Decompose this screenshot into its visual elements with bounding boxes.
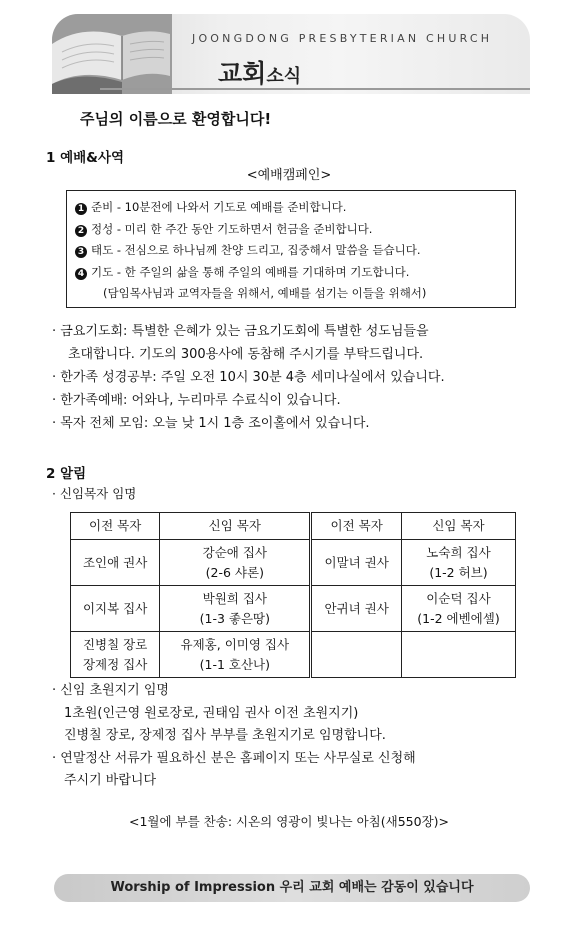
campaign-box <box>66 190 516 308</box>
note-item-continued: 1초원(인근영 원로장로, 권태임 권사 이전 초원지기) <box>64 705 359 721</box>
cell-line: (1-1 호산나) <box>199 656 270 672</box>
table-header-row <box>71 513 516 540</box>
table-cell <box>71 586 160 632</box>
table-cell <box>160 632 311 678</box>
notice-notes <box>52 680 542 793</box>
campaign-item-text: 태도 - 전심으로 하나님께 찬양 드리고, 집중해서 말씀을 듣습니다. <box>91 243 421 257</box>
cell-line: 유제홍, 이미영 집사 <box>180 636 290 652</box>
table-row <box>71 586 516 632</box>
campaign-item <box>75 197 509 219</box>
open-bible-image <box>52 14 172 94</box>
welcome-heading: 주님의 이름으로 환영합니다! <box>80 110 272 128</box>
campaign-item-text: 준비 - 10분전에 나와서 기도로 예배를 준비합니다. <box>91 200 347 214</box>
cell-line: 조인애 권사 <box>82 554 148 570</box>
cell-line: (1-2 에벤에셀) <box>417 610 500 626</box>
number-badge-icon: 4 <box>75 268 87 280</box>
bullet-item: · 금요기도회: 특별한 은혜가 있는 금요기도회에 특별한 성도님들을 <box>52 324 429 339</box>
header-divider <box>100 88 530 90</box>
table-cell <box>401 586 515 632</box>
column-header: 신임 목자 <box>401 513 515 540</box>
table-cell <box>160 586 311 632</box>
table-cell <box>311 586 402 632</box>
table-cell <box>160 540 311 586</box>
note-item-continued: 주시기 바랍니다 <box>64 773 157 788</box>
newsletter-header <box>52 14 530 94</box>
section-worship-title: 1 예배&사역 <box>46 150 125 166</box>
worship-bullets <box>52 320 542 435</box>
table-cell <box>71 632 160 678</box>
table-cell <box>401 540 515 586</box>
page-title <box>218 54 301 90</box>
bullet-item: · 한가족 성경공부: 주일 오전 10시 30분 4층 세미나실에서 있습니다. <box>52 370 445 385</box>
cell-line: 장제정 집사 <box>82 656 148 672</box>
cell-line: 이말녀 권사 <box>324 554 389 570</box>
new-shepherd-heading: · 신임목자 임명 <box>52 486 137 501</box>
table-cell <box>311 632 402 678</box>
section-notice-title: 2 알림 <box>46 466 87 482</box>
number-badge-icon: 2 <box>75 225 87 237</box>
campaign-item <box>75 240 509 262</box>
bullet-item: · 목자 전체 모임: 오늘 낮 1시 1층 조이홀에서 있습니다. <box>52 416 370 431</box>
cell-line: 노숙희 집사 <box>426 544 491 560</box>
number-badge-icon: 1 <box>75 203 87 215</box>
number-badge-icon: 3 <box>75 246 87 258</box>
campaign-item <box>75 262 509 284</box>
column-header: 이전 목자 <box>71 513 160 540</box>
cell-line: 안귀녀 권사 <box>324 600 389 616</box>
table-cell <box>71 540 160 586</box>
cell-line: 이지복 집사 <box>82 600 148 616</box>
bullet-item-continued: 초대합니다. 기도의 300용사에 동참해 주시기를 부탁드립니다. <box>68 347 424 362</box>
cell-line: (2-6 샤론) <box>205 564 264 580</box>
cell-line: 이순덕 집사 <box>426 590 491 606</box>
column-header: 이전 목자 <box>311 513 402 540</box>
campaign-title: <예배캠페인> <box>246 168 332 183</box>
campaign-item-text: 정성 - 미리 한 주간 동안 기도하면서 헌금을 준비합니다. <box>91 221 373 236</box>
shepherd-table <box>70 512 516 678</box>
campaign-note: (담임목사님과 교역자들을 위해서, 예배를 섬기는 이들을 위해서) <box>103 286 427 300</box>
cell-line: (1-3 좋은땅) <box>199 610 270 626</box>
cell-line: 박원희 집사 <box>202 590 267 606</box>
table-cell <box>401 632 515 678</box>
note-item-continued: 진병칠 장로, 장제정 집사 부부를 초원지기로 임명합니다. <box>64 728 386 743</box>
cell-line: 강순애 집사 <box>202 544 267 560</box>
campaign-item-text: 기도 - 한 주일의 삶을 통해 주일의 예배를 기대하며 기도합니다. <box>91 264 410 279</box>
church-name: JOONGDONG PRESBYTERIAN CHURCH <box>192 32 493 45</box>
footer-banner: Worship of Impression 우리 교회 예배는 감동이 있습니다 <box>54 874 530 902</box>
cell-line: 진병칠 장로 <box>82 636 148 652</box>
table-row <box>71 540 516 586</box>
cell-line: (1-2 허브) <box>429 564 488 580</box>
table-cell <box>311 540 402 586</box>
hymn-of-month: <1월에 부를 찬송: 시온의 영광이 빛나는 아침(새550장)> <box>129 814 449 829</box>
note-item: · 신임 초원지기 임명 <box>52 683 169 698</box>
column-header: 신임 목자 <box>160 513 311 540</box>
bullet-item: · 한가족예배: 어와나, 누리마루 수료식이 있습니다. <box>52 393 341 408</box>
table-row <box>71 632 516 678</box>
note-item: · 연말정산 서류가 필요하신 분은 홈페이지 또는 사무실로 신청해 <box>52 750 416 766</box>
title-church: 교회 <box>218 59 267 88</box>
title-news: 소식 <box>266 66 302 87</box>
campaign-item <box>75 219 509 241</box>
